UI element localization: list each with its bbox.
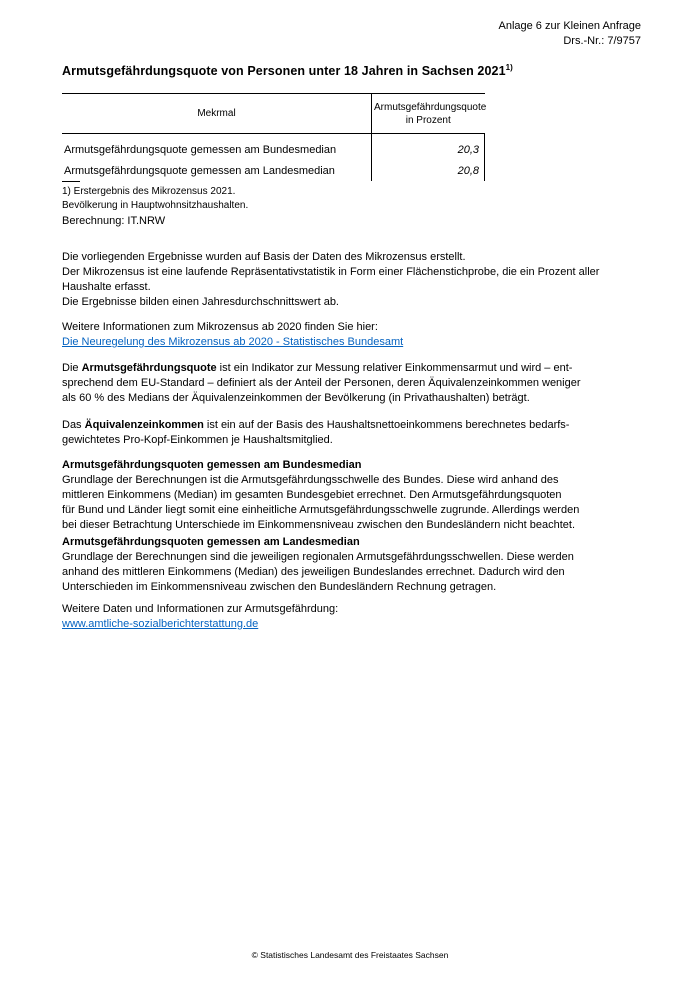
row-value-bundesmedian: 20,3 (372, 134, 485, 161)
text-fragment: Die (62, 362, 82, 374)
text-line: Die Ergebnisse bilden einen Jahresdurchschnittswert ab. (62, 296, 339, 308)
paragraph-more-info-mikrozensus (62, 320, 654, 350)
text-fragment: Das (62, 419, 85, 431)
doc-number: Drs.-Nr.: 7/9757 (563, 35, 641, 47)
text-line: als 60 % des Medians der Äquivalenzeinkommen der Bevölkerung (in Privathaushalten) beträgt. (62, 392, 530, 404)
text-line: Haushalte erfasst. (62, 281, 151, 293)
row-value-landesmedian: 20,8 (372, 160, 485, 181)
footnote-population: Bevölkerung in Hauptwohnsitzhaushalten. (62, 200, 249, 211)
text-line (62, 361, 654, 376)
text-line: sprechend dem EU-Standard – definiert als der Anteil der Personen, deren Äquivalenzeinkommen weniger (62, 377, 581, 389)
column-header-quote: Armutsgefährdungsquote in Prozent (372, 94, 485, 134)
text-fragment: ist ein Indikator zur Messung relativer Einkommensarmut und wird – ent- (216, 362, 573, 374)
title-text: Armutsgefährdungsquote von Personen unter 18 Jahren in Sachsen 2021 (62, 64, 506, 78)
paragraph-definition-aequivalenzeinkommen (62, 418, 654, 448)
paragraph-more-info-armutsgefaehrdung (62, 602, 654, 632)
term-aequivalenzeinkommen: Äquivalenzeinkommen (84, 419, 204, 431)
text-line: Unterschieden im Einkommensniveau zwischen den Bundesländern Rechnung getragen. (62, 581, 497, 593)
text-line: Weitere Daten und Informationen zur Armutsgefährdung: (62, 603, 339, 615)
text-line: Weitere Informationen zum Mikrozensus ab 2020 finden Sie hier: (62, 321, 378, 333)
term-armutsgefaehrdungsquote: Armutsgefährdungsquote (81, 362, 217, 374)
section-landesmedian (62, 535, 654, 595)
statistics-table (62, 93, 485, 181)
table-row (62, 134, 485, 161)
row-label-landesmedian: Armutsgefährdungsquote gemessen am Landesmedian (62, 160, 372, 181)
text-line: für Bund und Länder liegt somit eine einheitliche Armutsgefährdungsschwelle zugrunde. Allerdings werden (62, 504, 580, 516)
row-label-bundesmedian: Armutsgefährdungsquote gemessen am Bundesmedian (62, 134, 372, 161)
paragraph-definition-armutsgefaehrdungsquote (62, 361, 654, 406)
column-header-merkmal: Mekrmal (62, 94, 372, 134)
text-line: anhand des mittleren Einkommens (Median) des jeweiligen Bundeslandes errechnet. Dadurch wird den (62, 566, 565, 578)
mikrozensus-2020-link[interactable]: Die Neuregelung des Mikrozensus ab 2020 - Statistisches Bundesamt (62, 336, 404, 348)
annex-line: Anlage 6 zur Kleinen Anfrage (498, 20, 641, 32)
text-line: mittleren Einkommens (Median) im gesamten Bundesgebiet errechnet. Den Armutsgefährdungsquoten (62, 489, 562, 501)
footnotes-block (62, 181, 248, 229)
footnote-calculation: Berechnung: IT.NRW (62, 215, 166, 227)
page-title (62, 64, 513, 78)
text-line: bei dieser Betrachtung Unterschiede im Einkommensniveau zwischen den Bundesländern nicht beachtet. (62, 519, 576, 531)
text-line: Grundlage der Berechnungen ist die Armutsgefährdungsschwelle des Bundes. Diese wird anhand des (62, 474, 559, 486)
footnote-source: 1) Erstergebnis des Mikrozensus 2021. (62, 186, 236, 197)
header-annotation (499, 19, 642, 49)
text-line: gewichtetes Pro-Kopf-Einkommen je Haushaltsmitglied. (62, 434, 333, 446)
section-heading-bundesmedian: Armutsgefährdungsquoten gemessen am Bundesmedian (62, 459, 362, 471)
title-footnote-ref: 1) (505, 62, 513, 72)
section-heading-landesmedian: Armutsgefährdungsquoten gemessen am Landesmedian (62, 536, 360, 548)
table-row (62, 160, 485, 181)
text-line (62, 418, 654, 433)
footnote-rule (62, 181, 80, 182)
text-line: Grundlage der Berechnungen sind die jeweiligen regionalen Armutsgefährdungsschwellen. Diese werden (62, 551, 574, 563)
footer-copyright: © Statistisches Landesamt des Freistaates Sachsen (251, 950, 449, 960)
text-line: Die vorliegenden Ergebnisse wurden auf Basis der Daten des Mikrozensus erstellt. (62, 251, 466, 263)
sozialberichterstattung-link[interactable]: www.amtliche-sozialberichterstattung.de (62, 618, 259, 630)
text-fragment: ist ein auf der Basis des Haushaltsnettoeinkommens berechnetes bedarfs- (203, 419, 570, 431)
paragraph-mikrozensus-intro (62, 250, 654, 310)
section-bundesmedian (62, 458, 654, 533)
text-line: Der Mikrozensus ist eine laufende Repräsentativstatistik in Form einer Flächenstichprobe, die ein Prozent aller (62, 266, 600, 278)
table-header-row (62, 94, 485, 134)
